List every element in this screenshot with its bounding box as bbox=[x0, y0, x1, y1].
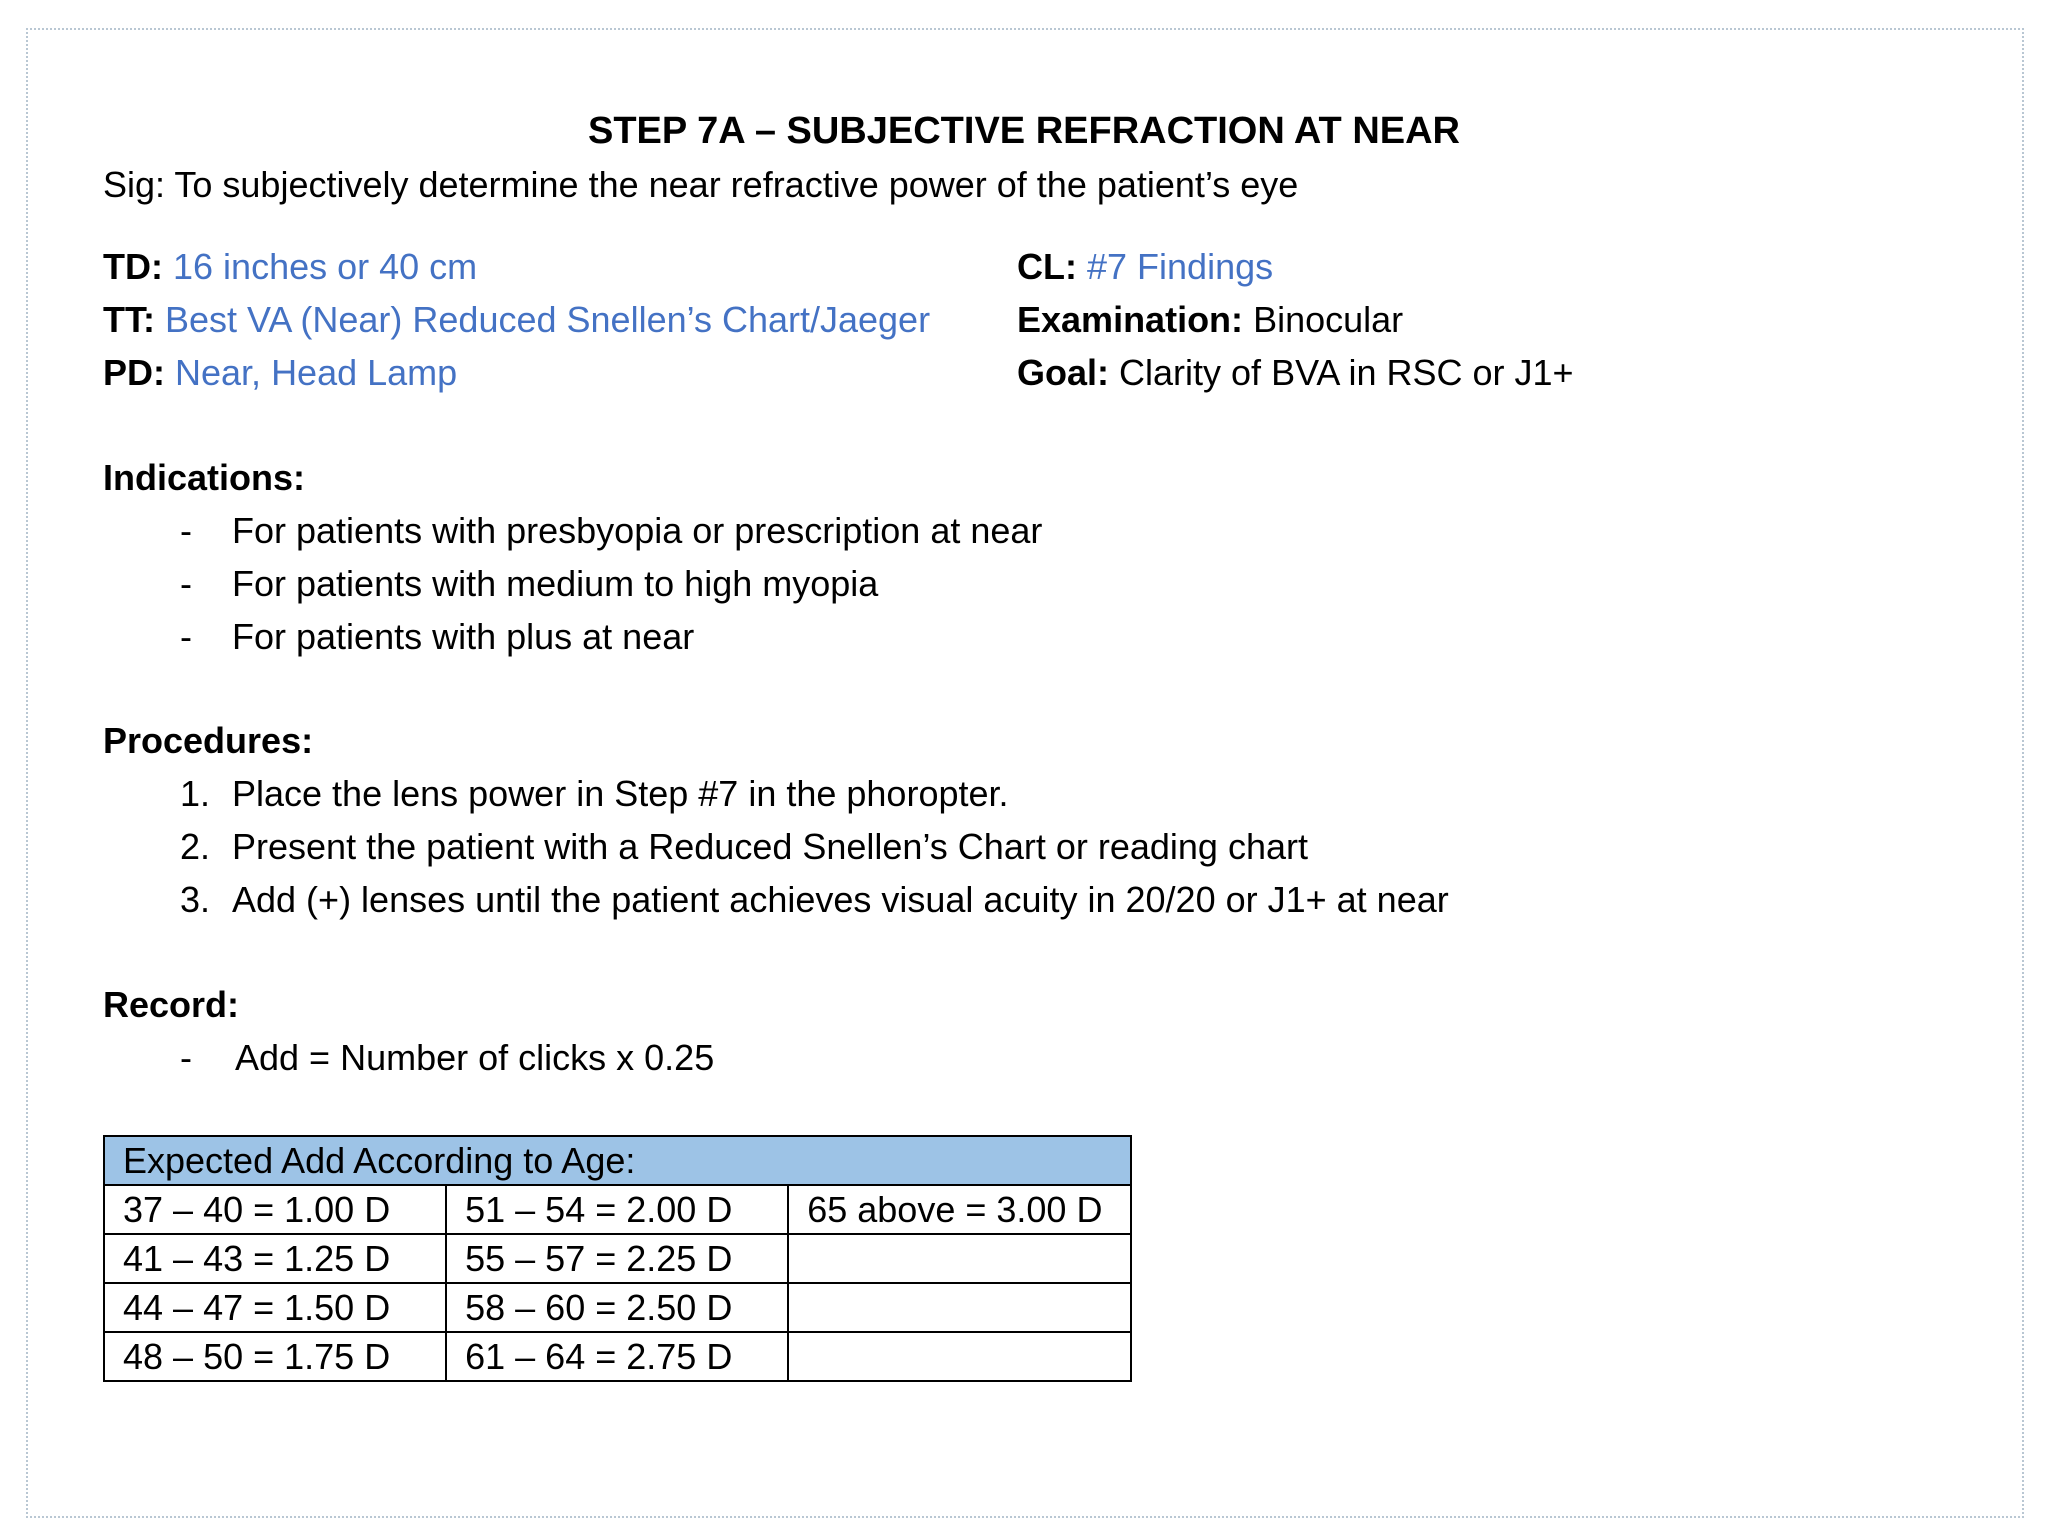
meta-label: PD: bbox=[103, 352, 165, 393]
meta-label: TT: bbox=[103, 299, 155, 340]
list-marker: 3. bbox=[180, 879, 211, 920]
table-cell: 65 above = 3.00 D bbox=[788, 1185, 1131, 1234]
list-marker: 1. bbox=[180, 773, 211, 814]
meta-value: Near, Head Lamp bbox=[175, 352, 458, 393]
meta-value: Binocular bbox=[1253, 299, 1404, 340]
table-header: Expected Add According to Age: bbox=[104, 1136, 1131, 1185]
list-marker: - bbox=[180, 1037, 192, 1078]
table-cell: 58 – 60 = 2.50 D bbox=[446, 1283, 788, 1332]
record-heading: Record: bbox=[103, 984, 240, 1025]
table-cell bbox=[788, 1332, 1131, 1381]
significance-text: Sig: To subjectively determine the near refractive power of the patient’s eye bbox=[103, 164, 1299, 205]
table-header-row bbox=[104, 1136, 1131, 1185]
table-cell: 37 – 40 = 1.00 D bbox=[104, 1185, 446, 1234]
list-marker: - bbox=[180, 616, 192, 657]
meta-value: #7 Findings bbox=[1087, 246, 1274, 287]
list-item-text: Place the lens power in Step #7 in the phoropter. bbox=[232, 773, 1009, 814]
meta-tt bbox=[103, 295, 930, 345]
table-cell: 55 – 57 = 2.25 D bbox=[446, 1234, 788, 1283]
expected-add-table bbox=[103, 1135, 1132, 1382]
table-row bbox=[104, 1234, 1131, 1283]
table-cell: 48 – 50 = 1.75 D bbox=[104, 1332, 446, 1381]
meta-pd bbox=[103, 348, 457, 398]
meta-label: Examination: bbox=[1017, 299, 1244, 340]
table-cell bbox=[788, 1283, 1131, 1332]
table-cell: 41 – 43 = 1.25 D bbox=[104, 1234, 446, 1283]
list-item-text: Add = Number of clicks x 0.25 bbox=[235, 1037, 715, 1078]
meta-label: CL: bbox=[1017, 246, 1077, 287]
list-marker: - bbox=[180, 563, 192, 604]
indications-heading: Indications: bbox=[103, 457, 306, 498]
list-item-text: For patients with plus at near bbox=[232, 616, 695, 657]
meta-cl bbox=[1017, 242, 1273, 292]
table-row bbox=[104, 1283, 1131, 1332]
list-marker: 2. bbox=[180, 826, 211, 867]
meta-value: Clarity of BVA in RSC or J1+ bbox=[1119, 352, 1574, 393]
meta-goal bbox=[1017, 348, 1574, 398]
list-marker: - bbox=[180, 510, 192, 551]
list-item-text: For patients with presbyopia or prescription at near bbox=[232, 510, 1043, 551]
meta-value: Best VA (Near) Reduced Snellen’s Chart/Jaeger bbox=[165, 299, 931, 340]
table-cell: 61 – 64 = 2.75 D bbox=[446, 1332, 788, 1381]
table-row bbox=[104, 1185, 1131, 1234]
list-item-text: Add (+) lenses until the patient achieves visual acuity in 20/20 or J1+ at near bbox=[232, 879, 1449, 920]
procedures-heading: Procedures: bbox=[103, 720, 314, 761]
page-title: STEP 7A – SUBJECTIVE REFRACTION AT NEAR bbox=[587, 110, 1460, 152]
table-cell bbox=[788, 1234, 1131, 1283]
meta-label: Goal: bbox=[1017, 352, 1110, 393]
list-item-text: Present the patient with a Reduced Snellen’s Chart or reading chart bbox=[232, 826, 1308, 867]
meta-label: TD: bbox=[103, 246, 163, 287]
table-cell: 51 – 54 = 2.00 D bbox=[446, 1185, 788, 1234]
table-cell: 44 – 47 = 1.50 D bbox=[104, 1283, 446, 1332]
table-row bbox=[104, 1332, 1131, 1381]
list-item-text: For patients with medium to high myopia bbox=[232, 563, 879, 604]
meta-td bbox=[103, 242, 477, 292]
meta-value: 16 inches or 40 cm bbox=[173, 246, 478, 287]
meta-examination bbox=[1017, 295, 1403, 345]
